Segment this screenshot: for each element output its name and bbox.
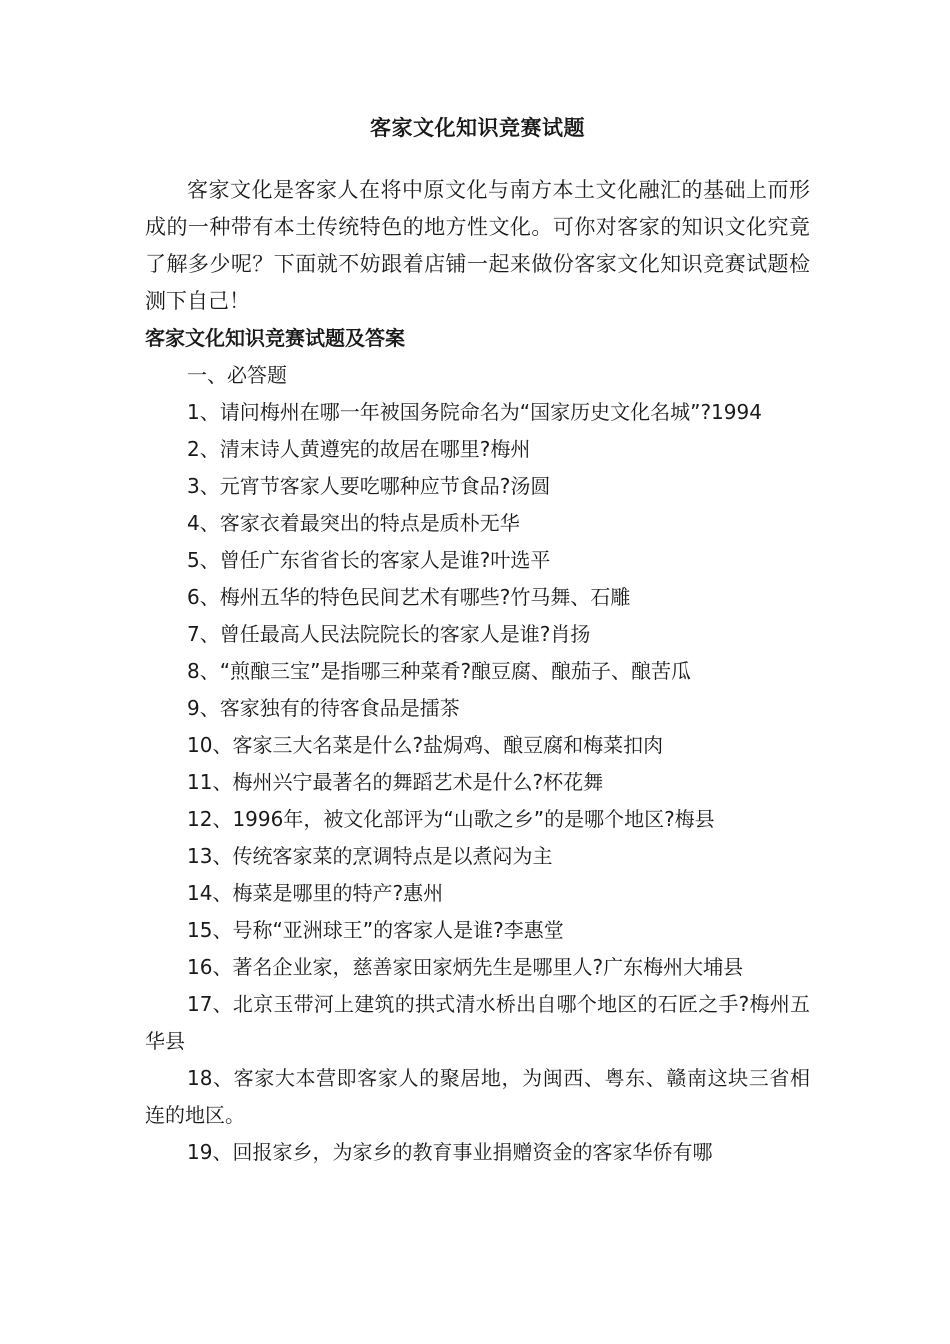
section-heading: 一、必答题	[187, 363, 287, 387]
document-title: 客家文化知识竞赛试题	[370, 116, 585, 140]
question-item: 2、清末诗人黄遵宪的故居在哪里?梅州	[187, 437, 531, 461]
question-item: 17、北京玉带河上建筑的拱式清水桥出自哪个地区的石匠之手?梅州五华县	[145, 992, 810, 1053]
question-item: 5、曾任广东省省长的客家人是谁?叶选平	[187, 548, 551, 572]
question-item: 3、元宵节客家人要吃哪种应节食品?汤圆	[187, 474, 551, 498]
question-item: 19、回报家乡，为家乡的教育事业捐赠资金的客家华侨有哪	[187, 1140, 713, 1164]
question-item: 1、请问梅州在哪一年被国务院命名为“国家历史文化名城”?1994	[187, 400, 762, 424]
question-item: 18、客家大本营即客家人的聚居地，为闽西、粤东、赣南这块三省相连的地区。	[145, 1066, 810, 1127]
question-item: 6、梅州五华的特色民间艺术有哪些?竹马舞、石雕	[187, 585, 631, 609]
question-item: 13、传统客家菜的烹调特点是以煮闷为主	[187, 844, 553, 868]
question-item: 14、梅菜是哪里的特产?惠州	[187, 881, 444, 905]
question-item: 11、梅州兴宁最著名的舞蹈艺术是什么?杯花舞	[187, 770, 604, 794]
question-item: 10、客家三大名菜是什么?盐焗鸡、酿豆腐和梅菜扣肉	[187, 733, 664, 757]
question-item: 8、“煎酿三宝”是指哪三种菜肴?酿豆腐、酿茄子、酿苦瓜	[187, 659, 692, 683]
intro-paragraph: 客家文化是客家人在将中原文化与南方本土文化融汇的基础上而形成的一种带有本土传统特色的地方性文化。可你对客家的知识文化究竟了解多少呢？下面就不妨跟着店铺一起来做份客家文化知识竞赛试题检测下自己！	[145, 178, 810, 313]
question-item: 9、客家独有的待客食品是擂茶	[187, 696, 460, 720]
question-item: 7、曾任最高人民法院院长的客家人是谁?肖扬	[187, 622, 591, 646]
document-page	[145, 108, 810, 1171]
question-item: 16、著名企业家，慈善家田家炳先生是哪里人?广东梅州大埔县	[187, 955, 744, 979]
question-item: 4、客家衣着最突出的特点是质朴无华	[187, 511, 520, 535]
question-item: 12、1996年，被文化部评为“山歌之乡”的是哪个地区?梅县	[187, 807, 715, 831]
section-subtitle: 客家文化知识竞赛试题及答案	[145, 326, 405, 350]
question-item: 15、号称“亚洲球王”的客家人是谁?李惠堂	[187, 918, 564, 942]
